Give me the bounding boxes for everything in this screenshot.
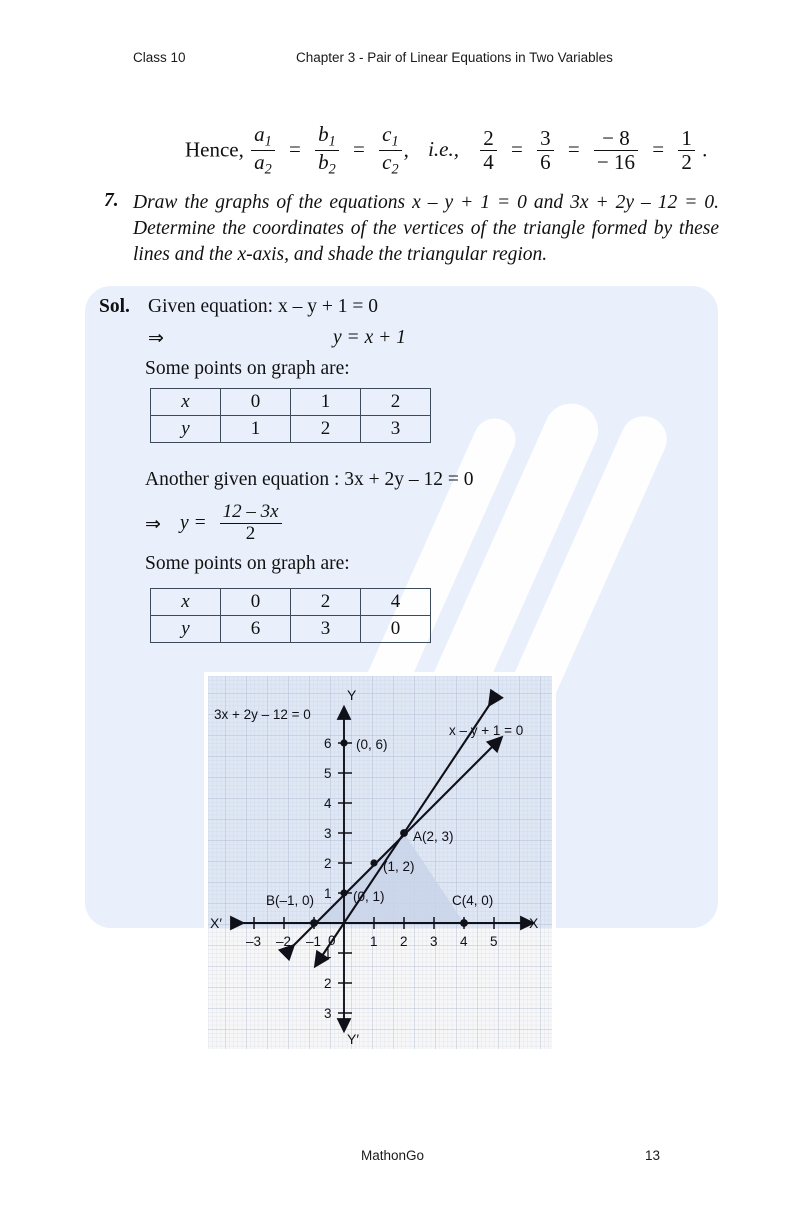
point-label-B: B(–1, 0) [266, 893, 315, 908]
y-tick-2: 2 [324, 856, 332, 871]
table-row [151, 416, 431, 443]
fraction-1-2: $\frac{1}{2}$ [678, 127, 695, 173]
fraction-a1-a2: $\frac{a_1}{a_2}$ [251, 123, 275, 178]
table1-x-1: 1 [291, 389, 361, 416]
line-label-3x-2y-12: 3x + 2y – 12 = 0 [214, 707, 311, 722]
table1-x-0: 0 [221, 389, 291, 416]
point-label-1-2: (1, 2) [383, 859, 415, 874]
equals-1: = [289, 137, 301, 162]
y-tick-neg-2: 2 [324, 976, 332, 991]
solution-line-2: Some points on graph are: [145, 358, 350, 379]
hence-period: . [702, 137, 708, 162]
point-0-1 [340, 889, 347, 896]
solution-fraction-expression [180, 503, 284, 545]
point-A-2-3 [400, 829, 408, 837]
table1-x-2: 2 [361, 389, 431, 416]
point-0-6 [340, 739, 347, 746]
y-negative-axis-label: Y′ [347, 1031, 359, 1047]
fraction-neg8-neg16: $\frac{- 8}{- 16}$ [594, 127, 638, 173]
y-tick-3: 3 [324, 826, 332, 841]
solution-line-4: Some points on graph are: [145, 553, 350, 574]
table1-row-label-y: y [151, 416, 221, 443]
x-tick-minus1: –1 [306, 934, 322, 949]
x-tick-3: 3 [430, 934, 438, 949]
fraction-c1-c2: $\frac{c_1}{c_2}$ [379, 123, 401, 178]
y-tick-5: 5 [324, 766, 332, 781]
hence-lead: Hence, [185, 137, 244, 162]
table1-y-0: 1 [221, 416, 291, 443]
hence-ie: i.e., [428, 137, 459, 162]
hence-equation-line [185, 124, 707, 179]
x-negative-axis-label: X′ [210, 915, 222, 931]
point-B-minus1-0 [310, 919, 318, 927]
solution-line-1: Given equation: x – y + 1 = 0 [148, 296, 378, 317]
table2-x-1: 2 [291, 589, 361, 616]
fraction-b1-b2: $\frac{b_1}{b_2}$ [315, 123, 339, 178]
hence-comma: , [403, 137, 409, 162]
y-tick-4: 4 [324, 796, 332, 811]
table2-y-1: 3 [291, 616, 361, 643]
coordinate-graph [204, 672, 556, 1053]
values-table-2 [150, 588, 431, 643]
line-label-x-y-1: x – y + 1 = 0 [449, 723, 524, 738]
table2-x-0: 0 [221, 589, 291, 616]
header-class-label: Class 10 [133, 50, 186, 65]
table1-y-2: 3 [361, 416, 431, 443]
point-label-A: A(2, 3) [413, 829, 454, 844]
origin-label: 0 [328, 933, 336, 948]
equals-3: = [510, 137, 523, 162]
x-tick-minus3: –3 [246, 934, 262, 949]
x-tick-minus2: –2 [276, 934, 292, 949]
table1-row-label-x: x [151, 389, 221, 416]
footer-page-number: 13 [645, 1148, 661, 1163]
values-table-1 [150, 388, 431, 443]
point-label-0-6: (0, 6) [356, 737, 388, 752]
point-C-4-0 [460, 919, 468, 927]
y-tick-6: 6 [324, 736, 332, 751]
graph-svg [204, 672, 556, 1053]
page-header [0, 50, 800, 74]
table2-x-2: 4 [361, 589, 431, 616]
table2-row-label-x: x [151, 589, 221, 616]
y-tick-1: 1 [324, 886, 332, 901]
table-row [151, 616, 431, 643]
header-chapter-label: Chapter 3 - Pair of Linear Equations in Two Variables [296, 50, 613, 65]
table2-y-2: 0 [361, 616, 431, 643]
fraction-2-4: $\frac{2}{4}$ [480, 127, 497, 173]
question-number: 7. [104, 190, 119, 211]
solution-equation-1: y = x + 1 [333, 327, 406, 348]
x-tick-4: 4 [460, 934, 468, 949]
x-tick-1: 1 [370, 934, 378, 949]
implies-arrow-icon: ⇒ [148, 328, 164, 349]
table-row [151, 389, 431, 416]
fraction-12-minus-3x-over-2: $\frac{12 - 3x}{2}$ [220, 502, 282, 544]
table1-y-1: 2 [291, 416, 361, 443]
page-footer [0, 1148, 800, 1170]
equals-5: = [652, 137, 665, 162]
y-axis-label: Y [347, 687, 357, 703]
y-tick-neg-3: 3 [324, 1006, 332, 1021]
fraction-lead-y: y = [180, 512, 207, 534]
footer-brand: MathonGo [361, 1148, 425, 1163]
table2-row-label-y: y [151, 616, 221, 643]
x-axis-label: X [529, 915, 539, 931]
y-tick-neg-1: 1 [324, 946, 332, 961]
fraction-3-6: $\frac{3}{6}$ [537, 127, 554, 173]
table-row [151, 589, 431, 616]
point-label-0-1: (0, 1) [353, 889, 385, 904]
point-1-2 [370, 859, 377, 866]
x-tick-2: 2 [400, 934, 408, 949]
equals-4: = [567, 137, 580, 162]
implies-arrow-icon-2: ⇒ [145, 514, 161, 535]
solution-line-3: Another given equation : 3x + 2y – 12 = 0 [145, 469, 474, 490]
point-label-C: C(4, 0) [452, 893, 494, 908]
question-text: Draw the graphs of the equations x – y + 1 = 0 and 3x + 2y – 12 = 0. Determine the coordinates of the vertices of the triangle formed by these lines and the x-axis, and shade the triangular region. [133, 192, 719, 265]
x-tick-5: 5 [490, 934, 498, 949]
solution-label: Sol. [99, 296, 130, 317]
table2-y-0: 6 [221, 616, 291, 643]
equals-2: = [353, 137, 365, 162]
